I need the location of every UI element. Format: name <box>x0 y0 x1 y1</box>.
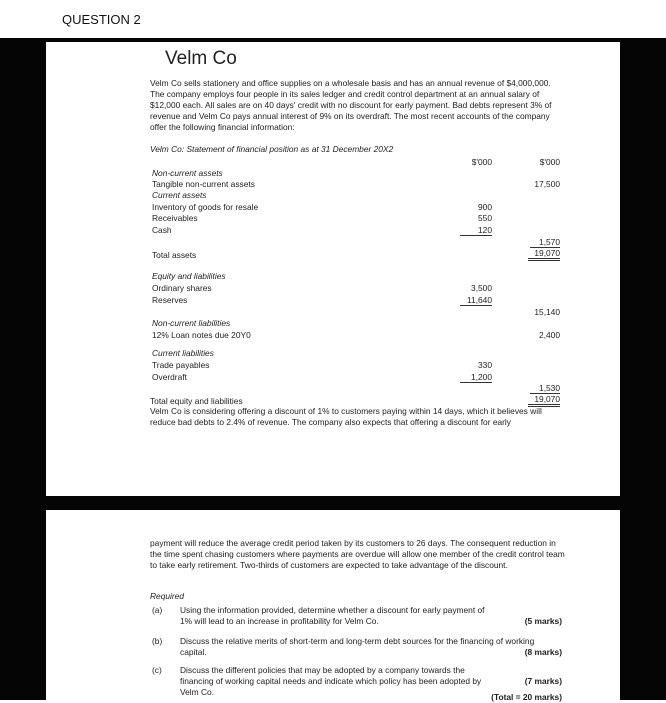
trade-payables-value: 330 <box>478 360 492 370</box>
discount-paragraph: Velm Co is considering offering a discount of 1% to customers paying within 14 days, which it believes will reduce bad debts to 2.4% of revenue. The company also expects that offering a discount for early <box>150 406 542 428</box>
non-current-assets-heading: Non-current assets <box>152 168 223 178</box>
current-liabilities-heading: Current liabilities <box>152 348 214 358</box>
cash-label: Cash <box>152 225 172 235</box>
statement-title: Velm Co: Statement of financial position as at 31 December 20X2 <box>150 144 394 154</box>
requirement-c-text: Discuss the different policies that may be adopted by a company towards the financing of working capital needs and indicate which policy has been adopted by Velm Co. <box>180 665 482 697</box>
current-assets-total: 1,570 <box>530 237 560 248</box>
required-heading: Required <box>150 591 184 601</box>
document-title: Velm Co <box>165 48 237 69</box>
overdraft-value: 1,200 <box>460 372 492 383</box>
current-assets-heading: Current assets <box>152 190 207 200</box>
reserves-value: 11,640 <box>460 295 492 306</box>
non-current-liabilities-heading: Non-current liabilities <box>152 318 231 328</box>
current-liabilities-total: 1,530 <box>530 383 560 394</box>
requirement-a-marks: (5 marks) <box>524 616 562 626</box>
left-margin-band <box>0 38 46 496</box>
total-assets-label: Total assets <box>152 250 197 260</box>
overdraft-label: Overdraft <box>152 372 187 382</box>
question-label: QUESTION 2 <box>62 12 141 27</box>
cash-value: 120 <box>460 225 492 236</box>
total-equity-liabilities-label: Total equity and liabilities <box>150 396 243 406</box>
inventory-value: 900 <box>478 202 492 212</box>
total-marks: (Total = 20 marks) <box>491 692 562 702</box>
loan-notes-label: 12% Loan notes due 20Y0 <box>152 330 251 340</box>
equity-liabilities-heading: Equity and liabilities <box>152 271 226 281</box>
intro-paragraph: Velm Co sells stationery and office supplies on a wholesale basis and has an annual revenue of $4,000,000. The company employs four people in its sales ledger and credit control department at an annual salary of $12,000 each. All sales are on 40 days' credit with no discount for early payment. Bad debts represent 3% of revenue and Velm Co pays annual interest of 9% on its overdraft. The most recent accounts of the company offer the following financial information: <box>150 78 552 133</box>
requirement-c-marks: (7 marks) <box>524 676 562 686</box>
total-assets-value: 19,070 <box>528 248 560 261</box>
requirement-b-marks: (8 marks) <box>524 647 562 657</box>
continuation-paragraph: payment will reduce the average credit period taken by its customers to 26 days. The consequent reduction in the time spent chasing customers where payments are overdue will allow one member of the credit control team to take early retirement. Two-thirds of customers are expected to take advantage of the discount. <box>150 538 565 571</box>
requirement-b-letter: (b) <box>152 636 163 646</box>
receivables-value: 550 <box>478 213 492 223</box>
right-margin-band-2 <box>620 510 666 700</box>
total-equity-liabilities-value: 19,070 <box>528 394 560 407</box>
tangible-assets-value: 17,500 <box>534 179 560 189</box>
requirement-a-text: Using the information provided, determine whether a discount for early payment of 1% will lead to an increase in profitability for Velm Co. <box>180 605 485 626</box>
tangible-assets-label: Tangible non-current assets <box>152 179 255 189</box>
right-margin-band <box>620 38 666 496</box>
left-margin-band-2 <box>0 510 46 700</box>
receivables-label: Receivables <box>152 213 198 223</box>
equity-total: 15,140 <box>534 307 560 317</box>
reserves-label: Reserves <box>152 295 188 305</box>
col2-header: $'000 <box>539 157 560 167</box>
page-gap-band <box>0 496 666 510</box>
requirement-c-letter: (c) <box>152 665 162 675</box>
requirement-a-letter: (a) <box>152 605 163 615</box>
col1-header: $'000 <box>471 157 492 167</box>
ordinary-shares-value: 3,500 <box>471 283 492 293</box>
loan-notes-value: 2,400 <box>539 330 560 340</box>
trade-payables-label: Trade payables <box>152 360 210 370</box>
ordinary-shares-label: Ordinary shares <box>152 283 212 293</box>
inventory-label: Inventory of goods for resale <box>152 202 259 212</box>
requirement-b-text: Discuss the relative merits of short-term and long-term debt sources for the financing of working capital. <box>180 636 535 657</box>
